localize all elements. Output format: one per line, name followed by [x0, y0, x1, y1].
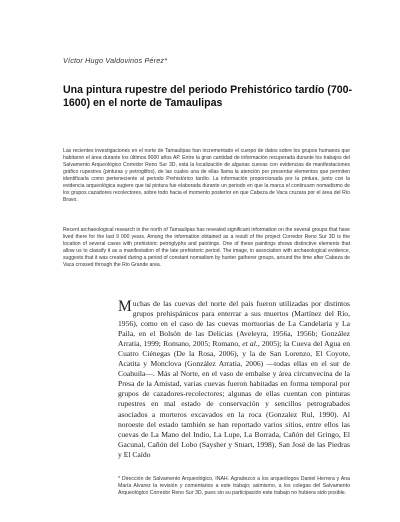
- author-footnote: * Dirección de Salvamento Arqueológico, INAH. Agradezco a los arqueólogos Daniel Herrera y Ana María Alvarez la revisión y comentarios a este trabajo; asimismo, a los colegas del Salvamento Arqueológico Corredor Reno Sur 3D, pues sin su participación este trabajo no hubiera sido posible.: [118, 476, 350, 497]
- body-segment-italic: et al.: [242, 339, 258, 349]
- drop-cap: M: [118, 298, 132, 315]
- body-paragraph: [118, 299, 350, 460]
- article-title: Una pintura rupestre del periodo Prehistórico tardío (700-1600) en el norte de Tamaulipas: [63, 84, 353, 109]
- author-name: Víctor Hugo Valdovinos Pérez*: [63, 56, 168, 65]
- body-segment: uchas de las cuevas del norte del país fueron utilizadas por distintos grupos prehispánicos para enterrar a sus muertos (Martínez del Río, 1956), como en el caso de las cuevas mortuorias de La Candelaria y La Paila, en el Bolsón de las Delicias (Aveleyra, 1956a, 1956b; González Arratia, 1999; Romano, 2005; Romano,: [118, 299, 350, 349]
- abstract-english: Recent archaeological research in the north of Tamaulipas has revealed significant information on the several groups that have lived there for the last 9 000 years. Among the information obtained as a result of the project Corredor Reno Sur 3D is the location of several caves with prehistoric petroglyphs and paintings. One of these paintings shows distinctive elements that allow us to classify it as a manifestation of the late prehistoric period. The image, in association with archaeological evidence, suggests that it was created during a period of constant nomadism by hunter gatherer groups, around the time after Cabeza de Vaca crossed through the Rio Grande area.: [63, 227, 350, 269]
- body-segment: , 2005); la Cueva del Agua en Cuatro Ciénegas (De la Rosa, 2006), y la de San Lorenzo, El Coyote, Acatita y Monclova (González Arratia, 2006) —todas ellas en el sur de Coahuila—. Más al Norte, en el vaso de embalse y área circunvecina de la Presa de la Amistad, varias cuevas fueron habitadas en forma temporal por grupos de cazadores-recolectores; algunas de ellas cuentan con pinturas rupestres en mal estado de conservación y sencillos petrograbados asociados a morteros excavados en la roca (Gonzalez Rul, 1990). Al noroeste del estado también se han reportado varios sitios, entre ellos las cuevas de La Mano del Indio, La Lupe, La Borrada, Cañón del Gringo, El Gacunal, Cañón del Lobo (Saysher y Stuart, 1998), San José de las Piedras y El Caído: [118, 339, 350, 459]
- abstract-spanish: Las recientes investigaciones en el norte de Tamaulipas han incrementado el cuerpo de datos sobre los grupos humanos que habitaron el área durante los últimos 9000 años AP. Entre la gran cantidad de información recuperada durante los trabajos del Salvamento Arqueológico Corredor Reno Sur 3D, está la localización de algunas cuevas con evidencias de manifestaciones gráfico rupestres (pinturas y petroglifos), de las cuales una de ellas llama la atención por presentar elementos que permiten identificarla como perteneciente al periodo Prehistórico tardío. La información proporcionada por la pintura, junto con la evidencia arqueológica sugiere que tal pintura fue elaborada durante un periodo en que la marca el continuum nomadismo de los grupos cazadores recolectores, sobre todo hacia el momento posterior en que Cabeza de Vaca cruzara por el área del Río Bravo.: [63, 148, 350, 204]
